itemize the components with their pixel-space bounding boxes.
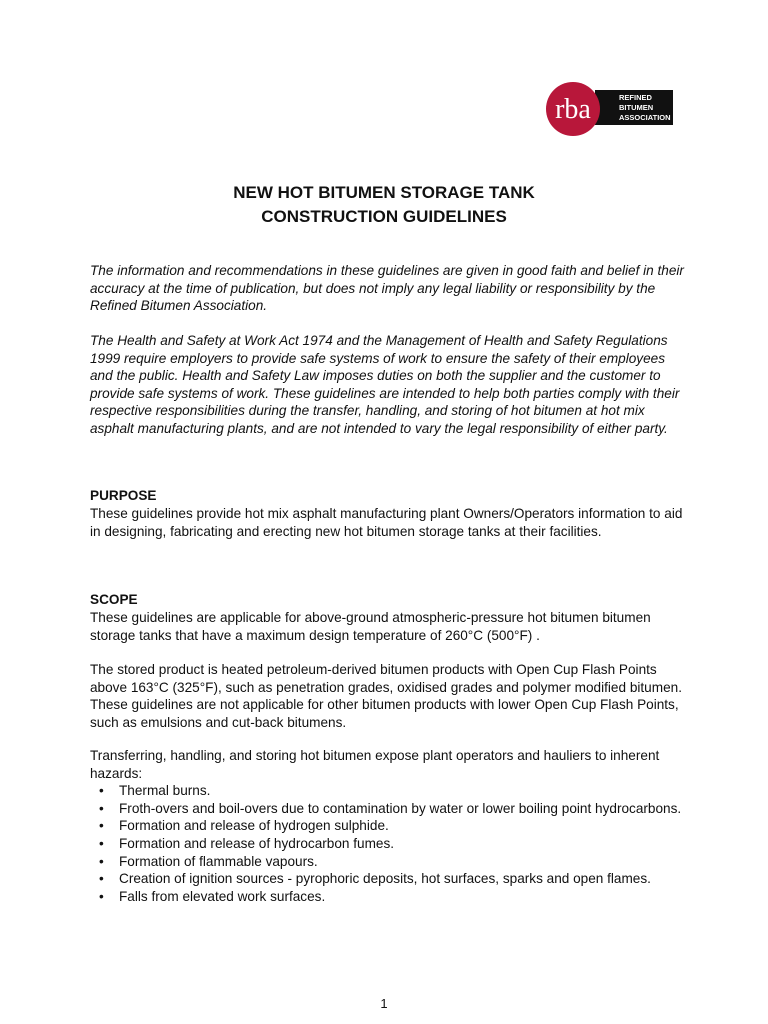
scope-paragraph-1: These guidelines are applicable for above-ground atmospheric-pressure hot bitumen bitumen storage tanks that have a maximum design temperature of 260°C (500°F) . xyxy=(90,610,651,643)
hazard-text: Formation of flammable vapours. xyxy=(119,853,318,869)
disclaimer-text: The information and recommendations in these guidelines are given in good faith and belief in their accuracy at the time of publication, but does not imply any legal liability or responsibility by the Refined Bitumen Association. xyxy=(90,263,684,314)
bullet-icon: • xyxy=(99,800,104,816)
disclaimer-paragraph xyxy=(90,262,690,315)
title-line-2: CONSTRUCTION GUIDELINES xyxy=(261,207,507,226)
purpose-text: These guidelines provide hot mix asphalt manufacturing plant Owners/Operators information to aid in designing, fabricating and erecting new hot bitumen storage tanks at their facilities. xyxy=(90,506,683,539)
list-item xyxy=(90,782,690,800)
page-number: 1 xyxy=(380,996,388,1011)
hazard-text: Thermal burns. xyxy=(119,783,211,799)
list-item xyxy=(90,888,690,906)
purpose-section xyxy=(90,487,690,540)
logo-text-line: ASSOCIATION xyxy=(619,113,671,122)
scope-paragraph-2: The stored product is heated petroleum-derived bitumen products with Open Cup Flash Points above 163°C (325°F), such as penetration grades, oxidised grades and polymer modified bitumen. These guidelines are not applicable for other bitumen products with lower Open Cup Flash Points, such as emulsions and cut-back bitumens. xyxy=(90,662,682,730)
hazards-block xyxy=(90,747,690,905)
list-item xyxy=(90,800,690,818)
bullet-icon: • xyxy=(99,818,104,834)
logo-monogram: rba xyxy=(555,94,591,125)
scope-heading: SCOPE xyxy=(90,592,138,607)
legal-text: The Health and Safety at Work Act 1974 and the Management of Health and Safety Regulations 1999 require employers to provide safe systems of work to ensure the safety of their employees and the public. Health and Safety Law imposes duties on both the supplier and the customer to provide safe systems of work. These guidelines are intended to help both parties comply with their respective responsibilities during the transfer, handling, and storing of hot bitumen at hot mix asphalt manufacturing plants, and are not intended to vary the legal responsibility of either party. xyxy=(90,333,680,436)
hazard-text: Falls from elevated work surfaces. xyxy=(119,888,326,904)
title-line-1: NEW HOT BITUMEN STORAGE TANK xyxy=(233,183,535,202)
scope-paragraph-3: Transferring, handling, and storing hot bitumen expose plant operators and hauliers to inherent hazards: xyxy=(90,748,660,781)
legal-paragraph xyxy=(90,332,690,438)
bullet-icon: • xyxy=(99,871,104,887)
scope-paragraph-2-block xyxy=(90,661,690,731)
list-item xyxy=(90,870,690,888)
list-item xyxy=(90,835,690,853)
rba-logo xyxy=(537,80,677,150)
scope-section xyxy=(90,591,690,644)
hazard-text: Creation of ignition sources - pyrophoric deposits, hot surfaces, sparks and open flames. xyxy=(119,871,651,887)
logo-text-line: REFINED xyxy=(619,93,652,102)
bullet-icon: • xyxy=(99,835,104,851)
hazard-text: Formation and release of hydrogen sulphide. xyxy=(119,818,389,834)
bullet-icon: • xyxy=(99,853,104,869)
hazard-list xyxy=(90,782,690,905)
list-item xyxy=(90,853,690,871)
bullet-icon: • xyxy=(99,888,104,904)
list-item xyxy=(90,817,690,835)
logo-text-line: BITUMEN xyxy=(619,103,654,112)
purpose-heading: PURPOSE xyxy=(90,488,157,503)
hazard-text: Froth-overs and boil-overs due to contamination by water or lower boiling point hydrocarbons. xyxy=(119,800,682,816)
document-title xyxy=(0,181,768,229)
hazard-text: Formation and release of hydrocarbon fumes. xyxy=(119,835,395,851)
bullet-icon: • xyxy=(99,783,104,799)
